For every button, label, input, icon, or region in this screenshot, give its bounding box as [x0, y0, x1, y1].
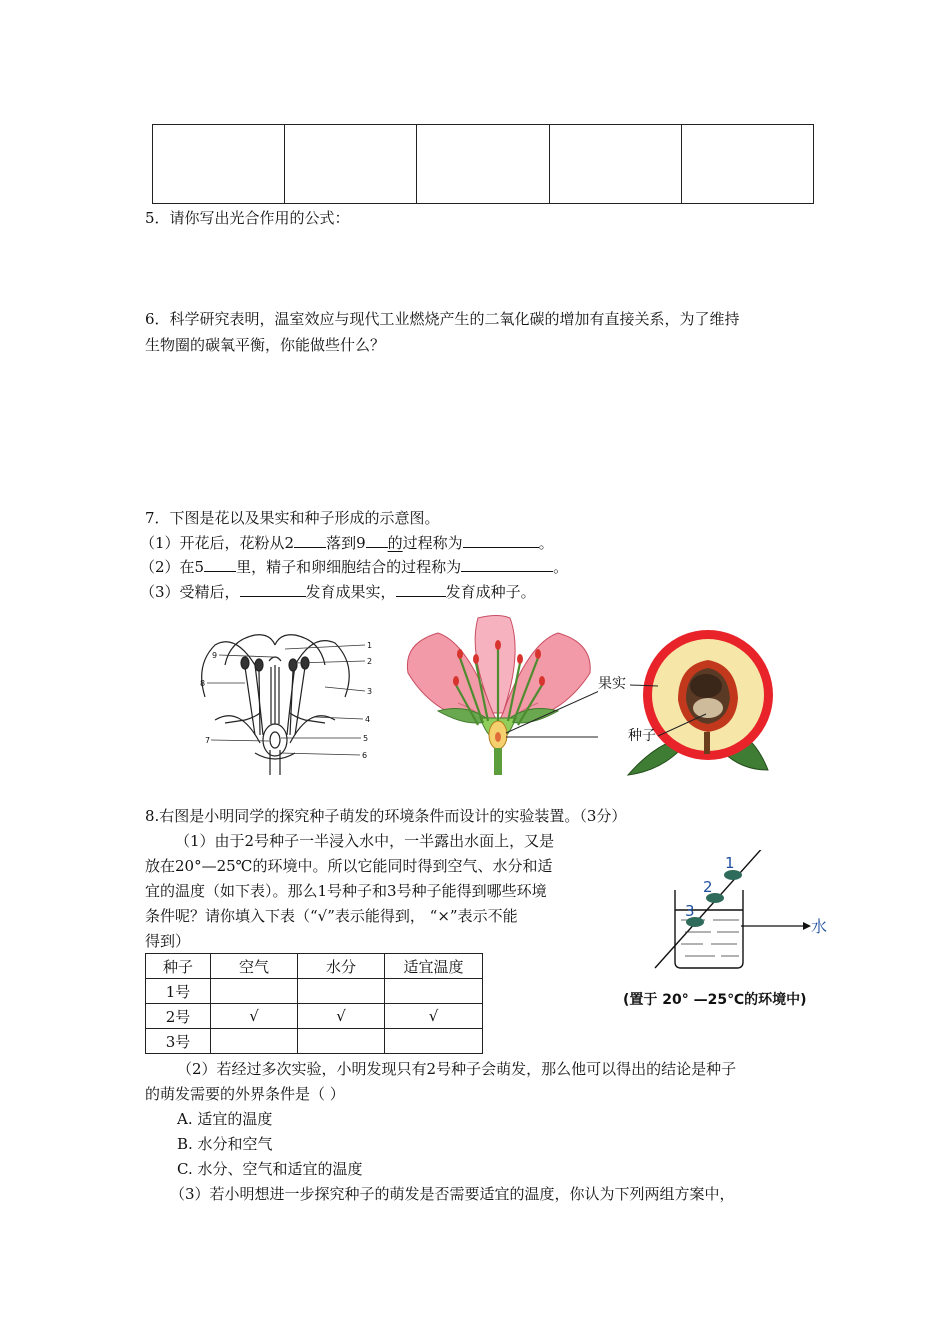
- q8-part1-line3: 宜的温度（如下表）。那么1号种子和3号种子能得到哪些环境: [145, 882, 547, 900]
- table-header-cell: 种子: [146, 954, 211, 979]
- blank-q7-3b[interactable]: [396, 580, 446, 597]
- blank-q7-1a[interactable]: [294, 531, 326, 548]
- germination-apparatus-diagram: [615, 850, 835, 1015]
- answer-grid-table: [152, 124, 814, 204]
- question-7-part1: [140, 531, 554, 555]
- table-cell[interactable]: [298, 979, 385, 1004]
- question-8-title: 8.右图是小明同学的探究种子萌发的环境条件而设计的实验装置。（3分）: [145, 807, 627, 825]
- answer-cell[interactable]: [153, 125, 285, 204]
- seed-number-3: 3: [685, 902, 695, 920]
- table-cell: √: [385, 1004, 483, 1029]
- q8-part1-line4: 条件呢？请你填入下表（“√”表示能得到， “×”表示不能: [145, 907, 518, 925]
- blank-q7-2a[interactable]: [204, 555, 236, 572]
- flower-label-2: 2: [367, 657, 373, 666]
- blank-q7-1c[interactable]: [463, 531, 539, 548]
- water-label: 水: [811, 917, 828, 936]
- q7-p2-text-a: （2）在5: [140, 558, 205, 576]
- q8-part2-line2: 的萌发需要的外界条件是（ ）: [145, 1085, 345, 1103]
- table-row: [146, 979, 483, 1004]
- q8-part1-line5: 得到）: [145, 932, 191, 950]
- seed-conditions-table: [145, 953, 483, 1054]
- table-header-cell: 水分: [298, 954, 385, 979]
- flower-structure-diagram: [185, 625, 380, 777]
- q8-part1-line1: （1）由于2号种子一半浸入水中，一半露出水面上，又是: [175, 832, 555, 850]
- table-cell[interactable]: [211, 979, 298, 1004]
- blank-q7-3a[interactable]: [240, 580, 306, 597]
- q7-p1-text-a: （1）开花后，花粉从2: [140, 534, 295, 552]
- flower-label-6: 6: [362, 751, 368, 760]
- seed-label: 种子: [628, 728, 656, 744]
- q7-p3-text-c: 发育成种子。: [445, 583, 536, 601]
- flower-label-4: 4: [365, 715, 371, 724]
- q7-p3-text-b: 发育成果实，: [305, 583, 396, 601]
- seed-number-1: 1: [725, 854, 735, 872]
- question-7-intro: 7．下图是花以及果实和种子形成的示意图。: [145, 509, 440, 527]
- table-cell: √: [211, 1004, 298, 1029]
- table-cell: 3号: [146, 1029, 211, 1054]
- table-cell: 1号: [146, 979, 211, 1004]
- question-7-part2: [140, 555, 568, 579]
- flower-label-3: 3: [367, 687, 373, 696]
- answer-cell[interactable]: [681, 125, 813, 204]
- q7-p3-text-a: （3）受精后，: [140, 583, 240, 601]
- table-cell[interactable]: [385, 1029, 483, 1054]
- colored-flower-illustration: [398, 613, 598, 775]
- table-row: [146, 1004, 483, 1029]
- table-row: [146, 1029, 483, 1054]
- apparatus-caption: (置于 20° —25℃的环境中): [623, 992, 807, 1008]
- option-b[interactable]: B. 水分和空气: [177, 1135, 273, 1153]
- table-cell: √: [298, 1004, 385, 1029]
- flower-label-9: 9: [212, 651, 218, 660]
- option-c[interactable]: C. 水分、空气和适宜的温度: [177, 1160, 363, 1178]
- fruit-cross-section-illustration: [598, 620, 773, 780]
- table-cell[interactable]: [385, 979, 483, 1004]
- flower-label-8: 8: [200, 679, 206, 688]
- answer-cell[interactable]: [549, 125, 681, 204]
- table-cell[interactable]: [298, 1029, 385, 1054]
- q7-p2-text-c: 。: [553, 558, 569, 576]
- q7-p1-text-d: 过程称为: [402, 534, 463, 552]
- table-header-cell: 适宜温度: [385, 954, 483, 979]
- q7-p2-text-b: 里，精子和卵细胞结合的过程称为: [236, 558, 462, 576]
- question-6-line1: 6．科学研究表明，温室效应与现代工业燃烧产生的二氧化碳的增加有直接关系，为了维持: [145, 310, 740, 328]
- seed-number-2: 2: [703, 878, 713, 896]
- flower-label-5: 5: [363, 734, 369, 743]
- flower-label-7: 7: [205, 736, 211, 745]
- q8-part2-line1: （2）若经过多次实验，小明发现只有2号种子会萌发，那么他可以得出的结论是种子: [177, 1060, 737, 1078]
- question-6-line2: 生物圈的碳氧平衡，你能做些什么？: [145, 336, 386, 354]
- blank-q7-1b[interactable]: [366, 531, 388, 548]
- question-7-part3: [140, 580, 536, 604]
- q8-part3-line1: （3）若小明想进一步探究种子的萌发是否需要适宜的温度，你认为下列两组方案中，: [170, 1185, 735, 1203]
- blank-q7-2b[interactable]: [461, 555, 553, 572]
- answer-cell[interactable]: [417, 125, 549, 204]
- flower-label-1: 1: [367, 641, 373, 650]
- option-a[interactable]: A. 适宜的温度: [177, 1110, 273, 1128]
- answer-cell[interactable]: [285, 125, 417, 204]
- table-header-row: [146, 954, 483, 979]
- q8-part1-line2: 放在20°—25℃的环境中。所以它能同时得到空气、水分和适: [145, 857, 553, 875]
- table-cell: 2号: [146, 1004, 211, 1029]
- q7-p1-text-e: 。: [538, 534, 554, 552]
- table-cell[interactable]: [211, 1029, 298, 1054]
- table-header-cell: 空气: [211, 954, 298, 979]
- q7-p1-text-b: 落到9: [326, 534, 366, 552]
- question-5: 5．请你写出光合作用的公式：: [145, 209, 350, 227]
- fruit-label: 果实: [598, 676, 626, 692]
- q7-p1-text-c: 的: [387, 534, 403, 552]
